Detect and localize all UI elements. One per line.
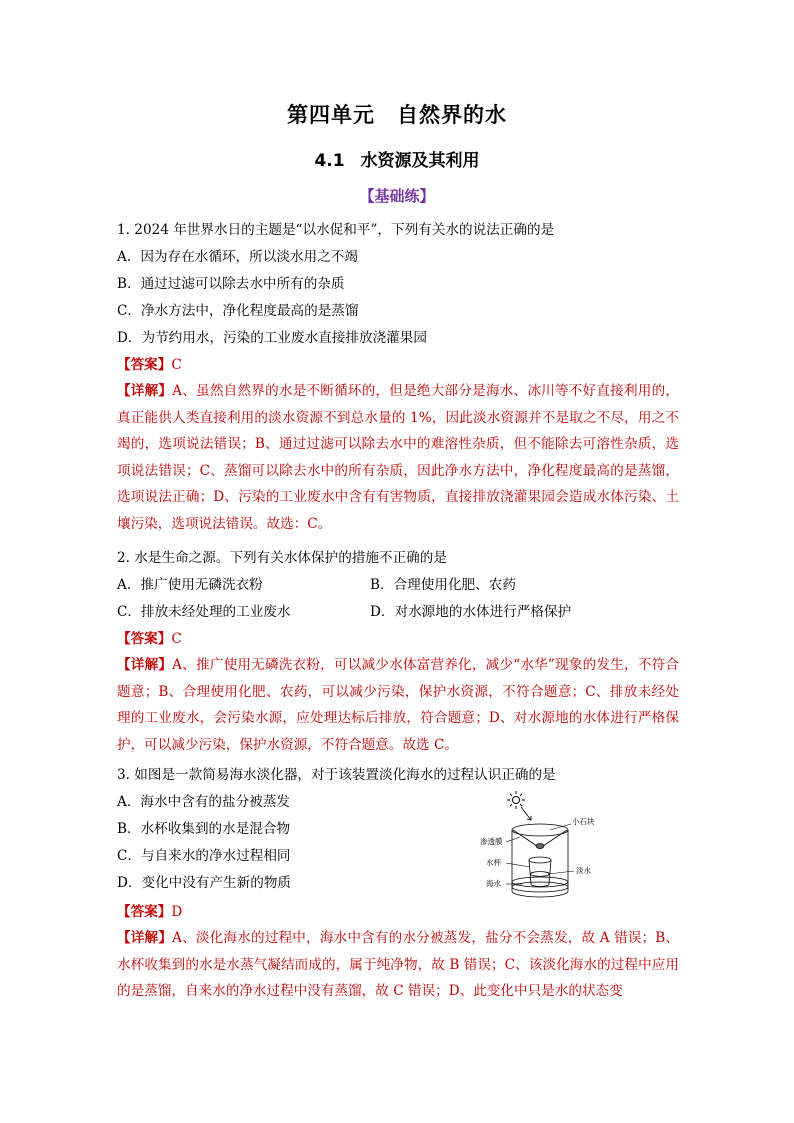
q1-option-c: C．净水方法中，净化程度最高的是蒸馏 [117, 303, 359, 319]
q2-answer [117, 630, 182, 648]
q2-option-d: D．对水源地的水体进行严格保护 [370, 604, 572, 620]
detail-text: A、推广使用无磷洗衣粉，可以减少水体富营养化，减少“水华”现象的发生，不符合题意；B、合理使用化肥、农药，可以减少污染，保护水资源，不符合题意；C、排放未经处理的工业废水，会污染水源，应处理达标后排放，符合题意；D、对水源地的水体进行严格保护，可以减少污染，保护水资源，不符合题意。故选 C。 [117, 657, 679, 753]
q1-option-a: A．因为存在水循环，所以淡水用之不竭 [117, 249, 358, 265]
q2-option-b: B．合理使用化肥、农药 [370, 577, 516, 593]
answer-value: C [171, 631, 182, 647]
label-sea-water: 海水 [486, 879, 501, 888]
q1-answer [117, 356, 182, 374]
detail-text: A、淡化海水的过程中，海水中含有的水分被蒸发，盐分不会蒸发，故 A 错误；B、水杯收集到的水是水蒸气凝结而成的，属于纯净物，故 B 错误；C、该淡化海水的过程中应用的是蒸馏，自来水的净水过程中没有蒸馏，故 C 错误；D、此变化中只是水的状态变 [117, 930, 679, 1000]
q3-option-c: C．与自来水的净水过程相同 [117, 848, 291, 864]
desalination-device-figure [476, 790, 626, 905]
answer-tag: 【答案】 [117, 357, 172, 373]
unit-title [0, 99, 794, 129]
answer-tag: 【答案】 [117, 631, 172, 647]
q2-explanation [117, 652, 679, 758]
unit-name: 自然界的水 [397, 103, 507, 127]
answer-tag: 【答案】 [117, 904, 172, 920]
detail-text: A、虽然自然界的水是不断循环的，但是绝大部分是海水、冰川等不好直接利用的，真正能供人类直接利用的淡水资源不到总水量的 1%，因此淡水资源并不是取之不尽，用之不竭的，选项说法错误；B、通过过滤可以除去水中的难溶性杂质，但不能除去可溶性杂质，选项说法错误；C、蒸馏可以除去水中的所有杂质，因此净水方法中，净化程度最高的是蒸馏，选项说法正确；D、污染的工业废水中含有有害物质，直接排放浇灌果园会造成水体污染、土壤污染，选项说法错误。故选：C。 [117, 383, 679, 532]
q3-option-a: A．海水中含有的盐分被蒸发 [117, 794, 290, 810]
label-membrane: 渗透膜 [480, 837, 503, 846]
sun-icon [507, 791, 525, 809]
unit-number: 第四单元 [287, 103, 375, 127]
q3-explanation [117, 925, 679, 1005]
label-cup: 水杯 [486, 858, 501, 867]
q2-option-c: C．排放未经处理的工业废水 [117, 604, 291, 620]
section-name: 水资源及其利用 [360, 151, 480, 171]
q1-stem: 1. 2024 年世界水日的主题是“以水促和平”，下列有关水的说法正确的是 [117, 222, 555, 238]
exercise-level-heading: 【基础练】 [359, 187, 435, 205]
sunlight-arrow-icon [521, 807, 531, 820]
vessel-icon [512, 824, 568, 897]
q2-stem: 2. 水是生命之源。下列有关水体保护的措施不正确的是 [117, 550, 447, 566]
section-number: 4.1 [314, 151, 345, 171]
answer-value: D [171, 904, 183, 920]
detail-tag: 【详解】 [117, 930, 173, 946]
q2-option-a: A．推广使用无磷洗衣粉 [117, 577, 263, 593]
q1-option-d: D．为节约用水，污染的工业废水直接排放浇灌果园 [117, 330, 427, 346]
q3-option-b: B．水杯收集到的水是混合物 [117, 821, 291, 837]
label-fresh-water: 淡水 [576, 866, 591, 875]
q1-explanation [117, 378, 679, 538]
detail-tag: 【详解】 [117, 657, 173, 673]
q1-option-b: B．通过过滤可以除去水中所有的杂质 [117, 276, 345, 292]
q3-option-d: D．变化中没有产生新的物质 [117, 875, 292, 891]
detail-tag: 【详解】 [117, 383, 173, 399]
label-stone: 小石块 [572, 817, 595, 826]
section-title [0, 146, 794, 171]
q3-stem: 3. 如图是一款简易海水淡化器，对于该装置淡化海水的过程认识正确的是 [117, 767, 556, 783]
answer-value: C [171, 357, 182, 373]
q3-answer [117, 903, 182, 921]
